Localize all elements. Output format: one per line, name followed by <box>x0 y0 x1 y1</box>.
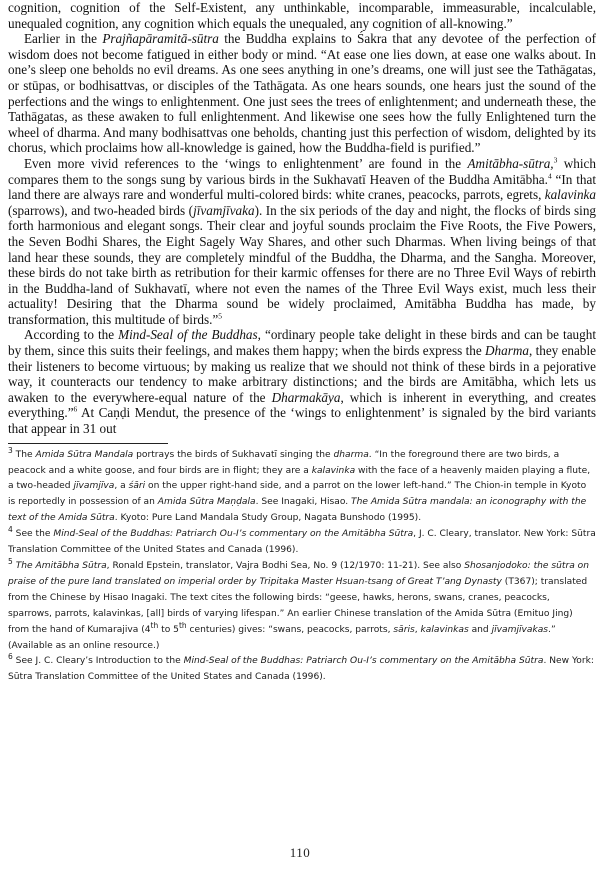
footnote-6 <box>8 654 596 686</box>
text-run: . “In the foreground there are two birds, a peacock and a white goose, and four birds are in flight; they are a <box>8 449 560 476</box>
italic-term: śāri <box>128 481 146 492</box>
text-run: which compares them to the songs sung by various birds in the Sukhavatī Heaven of the Buddha Amitābha. <box>8 155 596 187</box>
sutra-title: Prajñapāramitā-sūtra <box>102 31 219 47</box>
italic-term: Dharmakāya <box>271 389 341 405</box>
italic-term: jīvamjīvakas <box>491 624 549 635</box>
text-run: with the face of a heavenly maiden playing a flute, a two-headed <box>8 465 591 492</box>
footnote-number: 3 <box>8 445 13 455</box>
footnote-5 <box>8 556 596 654</box>
italic-term: dharma <box>333 449 369 460</box>
text-run: , a <box>114 481 129 492</box>
text-run: Earlier in the <box>24 31 103 47</box>
italic-term: sāris <box>393 624 415 635</box>
text-run: , J. C. Cleary, translator. New York: Sūtra Translation Committee of the United States and Canada (1996). <box>8 529 596 556</box>
footnote-4 <box>8 527 596 559</box>
paragraph-1 <box>8 0 596 31</box>
work-title: Amida Sūtra Maṇḍala <box>157 497 256 508</box>
text-run: The <box>12 449 36 460</box>
paragraph-1-text: cognition, cognition of the Self-Existent, any unthinkable, incomparable, immeasurable, incalculable, unequaled cognition, any cognition which equals the unequaled, any cognition of all-knowing.” <box>8 0 596 31</box>
work-title: Amida Sūtra Mandala <box>35 449 134 460</box>
text-run: .” (Available as an online resource.) <box>8 624 556 651</box>
ordinal-suffix: th <box>178 620 187 630</box>
italic-term: kalavinka <box>544 187 596 203</box>
text-run: to 5 <box>158 624 179 635</box>
text-run: “In that land there are always rare and wonderful multi-colored birds: white cranes, peacocks, parrots, egrets, <box>8 171 596 203</box>
ordinal-suffix: th <box>150 620 159 630</box>
text-run: Even more vivid references to the ‘wings to enlightenment’ are found in the <box>24 155 468 171</box>
sutra-title: Amitābha-sūtra, <box>467 155 554 171</box>
footnote-3 <box>8 445 596 528</box>
footnote-ref[interactable]: 3 <box>553 155 558 165</box>
footnote-number: 6 <box>8 652 13 662</box>
text-run: centuries) gives: “swans, peacocks, parrots, <box>186 624 394 635</box>
text-run: , Ronald Epstein, translator, Vajra Bodhi Sea, No. 9 (12/1970: 11-21). See also <box>106 560 465 571</box>
work-title: The Amitābha Sūtra <box>15 560 107 571</box>
page-number: 110 <box>289 845 311 860</box>
footnote-number: 4 <box>8 525 13 535</box>
footnote-divider <box>8 443 168 444</box>
italic-term: jīvamjīva <box>73 481 115 492</box>
text-run: See the <box>12 529 54 540</box>
work-title: Mind-Seal of the Buddhas: Patriarch Ou-I’s commentary on the Amitābha Sūtra <box>53 529 414 540</box>
footnote-ref[interactable]: 5 <box>218 311 222 321</box>
paragraph-4 <box>8 327 596 436</box>
text-run: According to the <box>24 327 119 343</box>
italic-term: kalavinka <box>311 465 356 476</box>
italic-term: kalavinkas <box>420 624 469 635</box>
paragraph-2 <box>8 31 596 156</box>
book-title: Mind-Seal of the Buddhas <box>118 327 258 343</box>
text-run: and <box>468 624 492 635</box>
text-run: . Kyoto: Pure Land Mandala Study Group, Nagata Bunshodo (1995). <box>114 513 422 524</box>
italic-term: Dharma <box>485 343 529 359</box>
text-run: the Buddha explains to Śakra that any devotee of the perfection of wisdom does not become fatigued in either body or mind. “At ease one lies down, at ease one walks about. In one’s sleep one beholds no evil dreams. As one sees anything in one’s dreams, one will just see the Tathāgatas, or stūpas, or bodhisattvas, or disciples of the Tathāgata. As one hears sounds, one hears just the sound of the perfections and the wings to enlightenment. One just sees the trees of enlightenment; and underneath these, the Tathāgatas, as these awaken to full enlightenment. And likewise one sees how the fully Enlightened turn the wheel of dharma. And many bodhisattvas one beholds, chanting just this perfection of wisdom, delighted by its chorus, which proclaims how all-knowledge is gained, how the Buddha-field is purified.” <box>8 31 596 156</box>
text-run: (T367); translated from the Chinese by Hisao Inagaki. The text cites the following birds: “geese, hawks, herons, swans, cranes, peacocks, sparrows, parrots, kalavinkas, [all] birds of varying lifespan.” An earlier Chinese translation of the Amida Sūtra (Emituo Jing) from the hand of Kumarajiva (4 <box>8 576 588 635</box>
text-run: portrays the birds of Sukhavatī singing the <box>133 449 334 460</box>
text-run: , <box>414 624 421 635</box>
work-title: Mind-Seal of the Buddhas: Patriarch Ou-I’s commentary on the Amitābha Sūtra <box>183 656 544 667</box>
paragraph-3 <box>8 156 596 328</box>
text-run: At Caṇḍi Mendut, the presence of the ‘wings to enlightenment’ is signaled by the bird variants that appear in 31 out <box>8 405 596 437</box>
footnote-number: 5 <box>8 556 13 566</box>
text-run: . See Inagaki, Hisao. <box>255 497 352 508</box>
footnote-ref[interactable]: 6 <box>73 405 78 415</box>
text-run: , “ordinary people take delight in these birds and can be taught by them, since this suits their feelings, and makes them happy; when the birds express the <box>8 327 596 359</box>
footnote-ref[interactable]: 4 <box>547 171 552 181</box>
text-run: . New York: Sūtra Translation Committee of the United States and Canada (1996). <box>8 656 594 683</box>
text-run: on the upper right-hand side, and a parrot on the lower left-hand.” The Chion-in temple in Kyoto is reportedly in possession of an <box>8 481 587 508</box>
footnotes <box>8 445 596 687</box>
main-text <box>8 0 596 437</box>
text-run: , they enable their listeners to become virtuous; by making us realize that we should not think of these birds in a pejorative way, it counteracts our tendency to make arbitrary distinctions; and the birds are Amitābha, which lets us awaken to the everywhere-equal nature of the <box>8 343 596 405</box>
text-run: ). In the six periods of the day and night, the flocks of birds sing forth harmonious and elegant songs. Their clear and joyful sounds proclaim the Five Roots, the Five Powers, the Seven Bodhi Shares, the Eight Sagely Way Shares, and other such Dharmas. When living beings of that land hear these sounds, they are completely mindful of the Buddha, the Dharma, and the Sangha. Moreover, these birds do not take birth as retribution for their karmic offenses for there are no Three Evil Ways of rebirth in the Buddha-land of Sukhavatī, where not even the names of the Three Evil Ways exist, much less their actuality! Desiring that the Dharma sound be widely proclaimed, Amitābha Buddha has made, by transformation, this multitude of birds.” <box>8 202 597 327</box>
text-run: (sparrows), and two-headed birds ( <box>8 202 194 218</box>
text-run: , which is inherent in everything, and creates everything.” <box>8 389 596 421</box>
work-title: The Amida Sūtra mandala: an iconography with the text of the Amida Sūtra <box>8 497 587 524</box>
text-run: See J. C. Cleary’s Introduction to the <box>12 656 184 667</box>
italic-term: jīvamjīvaka <box>193 202 255 218</box>
work-title: Shosanjodoko: the sūtra on praise of the pure land translated on imperial order by Tripitaka Master Hsuan-tsang of Great T’ang Dynasty <box>8 560 589 587</box>
